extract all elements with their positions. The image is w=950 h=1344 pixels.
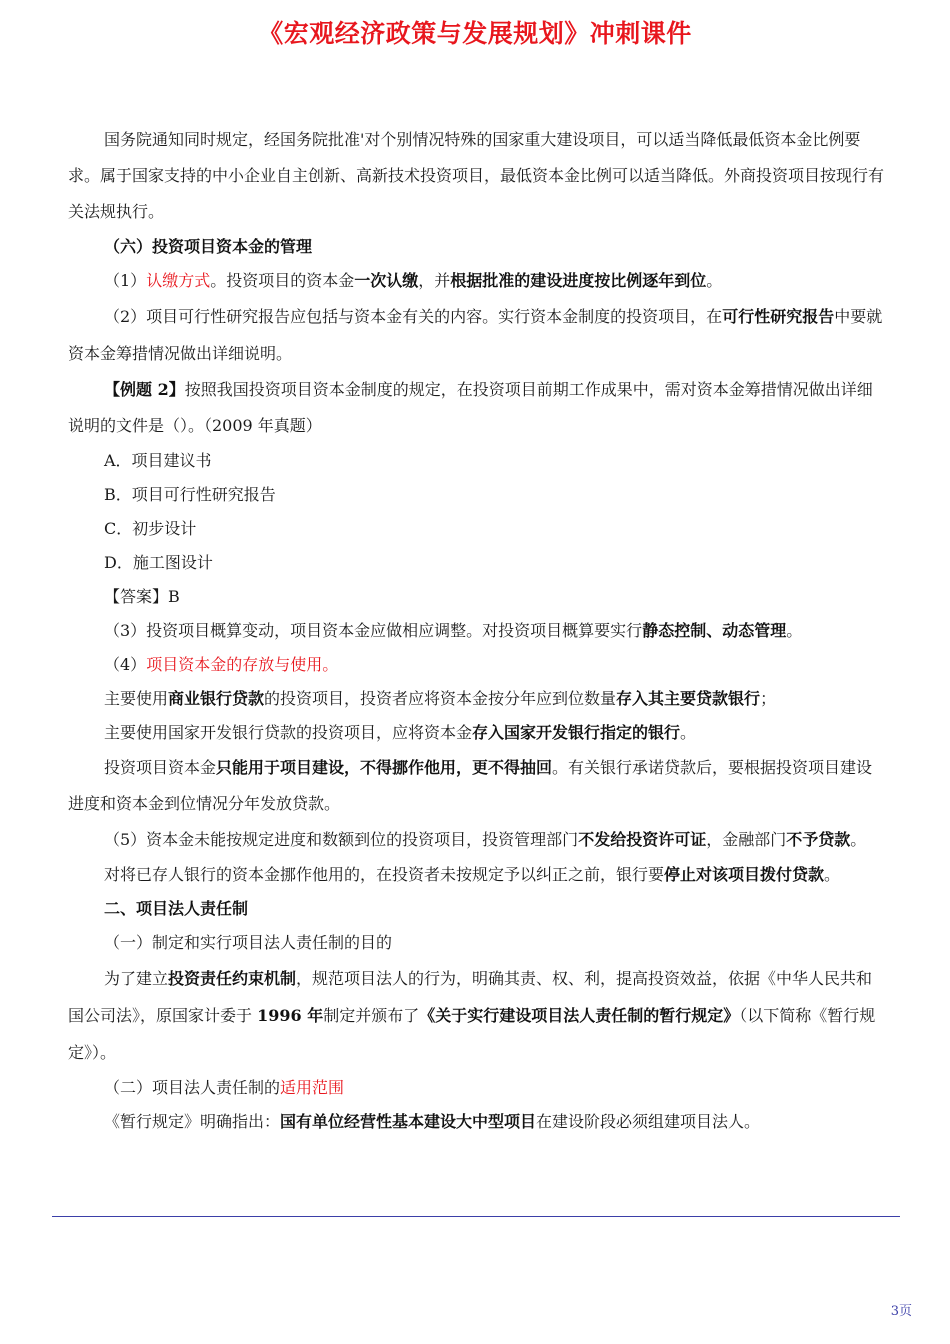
- document-body: [68, 122, 884, 1139]
- usage-commercial-bank: 主要使用商业银行贷款的投资项目，投资者应将资本金按分年应到位数量存入其主要贷款银行；: [104, 689, 777, 708]
- option-a: A．项目建议书: [104, 451, 212, 470]
- highlight-scope: 适用范围: [280, 1078, 345, 1097]
- usage-restriction: 投资项目资本金只能用于项目建设，不得挪作他用，更不得抽回。有关银行承诺贷款后，要根据投资项目建设进度和资本金到位情况分年发放贷款。: [68, 758, 873, 813]
- option-c: C．初步设计: [104, 519, 197, 538]
- option-b: B．项目可行性研究报告: [104, 485, 276, 504]
- document-title: 《宏观经济政策与发展规划》冲刺课件: [258, 19, 692, 48]
- item-4-deposit: （4）项目资本金的存放与使用。: [104, 655, 339, 674]
- page-number: 3页: [890, 1304, 912, 1319]
- example-question: 【例题 2】按照我国投资项目资本金制度的规定，在投资项目前期工作成果中，需对资本金筹措情况做出详细说明的文件是（）。（2009 年真题）: [68, 380, 873, 435]
- item-3-budget: （3）投资项目概算变动，项目资本金应做相应调整。对投资项目概算要实行静态控制、动态管理。: [104, 621, 803, 640]
- answer: 【答案】B: [104, 587, 180, 606]
- misuse-rule: 对将已存人银行的资本金挪作他用的，在投资者未按规定予以纠正之前，银行要停止对该项目拨付贷款。: [104, 865, 841, 884]
- paragraph-state-council-rule: 国务院通知同时规定，经国务院批准'对个别情况特殊的国家重大建设项目，可以适当降低最低资本金比例要求。属于国家支持的中小企业自主创新、高新技术投资项目，最低资本金比例可以适当降低。外商投资项目按现行有关法规执行。: [68, 130, 885, 221]
- item-1-subscription: （1）认缴方式。投资项目的资本金一次认缴，并根据批准的建设进度按比例逐年到位。: [104, 271, 723, 290]
- highlight-subscription-method: 认缴方式: [146, 271, 211, 290]
- example-label: 【例题 2】: [104, 380, 185, 399]
- item-2-feasibility: （2）项目可行性研究报告应包括与资本金有关的内容。实行资本金制度的投资项目，在可行性研究报告中要就资本金筹措情况做出详细说明。: [68, 307, 883, 363]
- subheading-scope: （二）项目法人责任制的适用范围: [104, 1078, 345, 1097]
- subheading-purpose: （一）制定和实行项目法人责任制的目的: [104, 933, 393, 952]
- highlight-deposit-use: 项目资本金的存放与使用。: [146, 655, 339, 674]
- section-heading-capital-management: [68, 230, 884, 264]
- heading-text: （六）投资项目资本金的管理: [104, 237, 313, 256]
- paragraph-scope: 《暂行规定》明确指出：国有单位经营性基本建设大中型项目在建设阶段必须组建项目法人。: [104, 1112, 761, 1131]
- paragraph-purpose: 为了建立投资责任约束机制，规范项目法人的行为，明确其责、权、利，提高投资效益，依据《中华人民共和国公司法》，原国家计委于 1996 年制定并颁布了《关于实行建设项目法人责任制的暂行规定》（以下简称《暂行规定》）。: [68, 969, 876, 1062]
- section-heading-legal-person: 二、项目法人责任制: [104, 899, 249, 918]
- item-5-penalty: （5）资本金未能按规定进度和数额到位的投资项目，投资管理部门不发给投资许可证，金融部门不予贷款。: [104, 830, 867, 849]
- footer-divider: [52, 1216, 900, 1217]
- usage-development-bank: 主要使用国家开发银行贷款的投资项目，应将资本金存入国家开发银行指定的银行。: [104, 723, 697, 742]
- option-d: D．施工图设计: [104, 553, 213, 572]
